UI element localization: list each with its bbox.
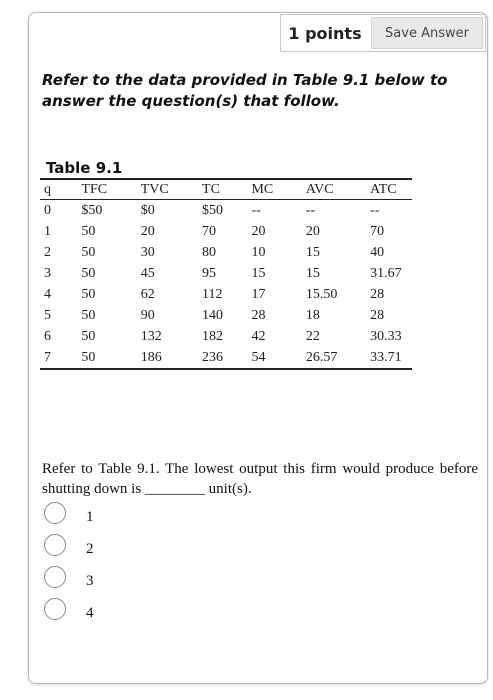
cell: 2: [44, 244, 51, 260]
points-header: [280, 14, 486, 52]
table-row: [40, 326, 412, 347]
cell: 26.57: [306, 347, 370, 369]
col-header-atc: ATC: [370, 179, 412, 200]
cell: 5: [44, 307, 51, 323]
cell: 186: [141, 347, 202, 369]
table-row: [40, 347, 412, 369]
cell: 10: [251, 244, 266, 260]
table-row: [40, 200, 412, 222]
cell: 54: [251, 347, 305, 369]
cell: 40: [370, 244, 385, 260]
radio-button[interactable]: [44, 566, 66, 588]
cell: 42: [251, 328, 266, 344]
cell: 50: [81, 286, 96, 302]
option-label: 1: [86, 508, 94, 525]
cell: 62: [140, 286, 155, 302]
cell: 15: [251, 265, 266, 281]
table-row: [40, 305, 412, 326]
cell: 15.50: [305, 286, 338, 302]
cell: --: [251, 202, 261, 218]
answer-option-1[interactable]: [44, 497, 94, 529]
cell: $50: [81, 202, 103, 218]
cell: 50: [81, 223, 96, 239]
cell: 15: [305, 265, 320, 281]
option-label: 2: [86, 540, 94, 557]
cell: 140: [202, 307, 224, 323]
cell: 31.67: [370, 265, 402, 281]
cell: 6: [44, 328, 51, 344]
cell: 0: [44, 202, 51, 218]
table-row: [40, 284, 412, 305]
cell: 1: [44, 223, 51, 239]
cell: 80: [202, 244, 217, 260]
cell: 30: [140, 244, 155, 260]
instruction-text: Refer to the data provided in Table 9.1 below to answer the question(s) that follow.: [42, 71, 448, 110]
col-header-mc: MC: [251, 179, 305, 200]
cell: --: [305, 202, 316, 218]
table-row: [40, 263, 412, 284]
cell: 236: [202, 347, 251, 369]
cell: 22: [305, 328, 320, 344]
cell: 7: [40, 347, 81, 369]
table-row: [40, 242, 412, 263]
cell: 90: [140, 307, 155, 323]
cost-table: [40, 178, 412, 370]
answer-options: [44, 497, 94, 625]
cell: 112: [202, 286, 223, 302]
cell: 50: [81, 328, 96, 344]
cell: --: [370, 202, 380, 218]
cell: 15: [305, 244, 320, 260]
cell: 70: [202, 223, 217, 239]
table-row: [40, 221, 412, 242]
question-text: Refer to Table 9.1. The lowest output this firm would produce before shutting down is ________ unit(s).: [42, 461, 478, 497]
cell: $50: [202, 202, 224, 218]
cell: 33.71: [370, 347, 412, 369]
cell: 70: [370, 223, 385, 239]
col-header-tvc: TVC: [141, 179, 202, 200]
cell: 18: [305, 307, 320, 323]
cell: 28: [370, 286, 385, 302]
cell: 182: [202, 328, 224, 344]
cell: 28: [370, 307, 385, 323]
option-label: 3: [86, 572, 94, 589]
cell: 132: [140, 328, 162, 344]
cell: 4: [44, 286, 51, 302]
radio-button[interactable]: [44, 598, 66, 620]
cell: 17: [251, 286, 266, 302]
radio-button[interactable]: [44, 502, 66, 524]
save-answer-button[interactable]: Save Answer: [371, 17, 483, 49]
cell: 20: [305, 223, 320, 239]
cell: 20: [251, 223, 266, 239]
cell: 50: [81, 265, 96, 281]
cell: 95: [202, 265, 217, 281]
option-label: 4: [86, 604, 94, 621]
table-header-row: [40, 179, 412, 200]
radio-button[interactable]: [44, 534, 66, 556]
points-label: 1 points: [288, 23, 362, 43]
cell: 30.33: [370, 328, 402, 344]
cell: 50: [81, 347, 140, 369]
col-header-tfc: TFC: [81, 179, 140, 200]
cell: 28: [251, 307, 266, 323]
col-header-avc: AVC: [306, 179, 370, 200]
col-header-q: q: [40, 179, 81, 200]
table-title: Table 9.1: [46, 159, 123, 177]
answer-option-3[interactable]: [44, 561, 94, 593]
cell: 50: [81, 244, 96, 260]
answer-option-4[interactable]: [44, 593, 94, 625]
col-header-tc: TC: [202, 179, 251, 200]
cell: 20: [140, 223, 155, 239]
cell: 3: [44, 265, 51, 281]
cell: 45: [140, 265, 155, 281]
answer-option-2[interactable]: [44, 529, 94, 561]
cell: $0: [140, 202, 155, 218]
cell: 50: [81, 307, 96, 323]
